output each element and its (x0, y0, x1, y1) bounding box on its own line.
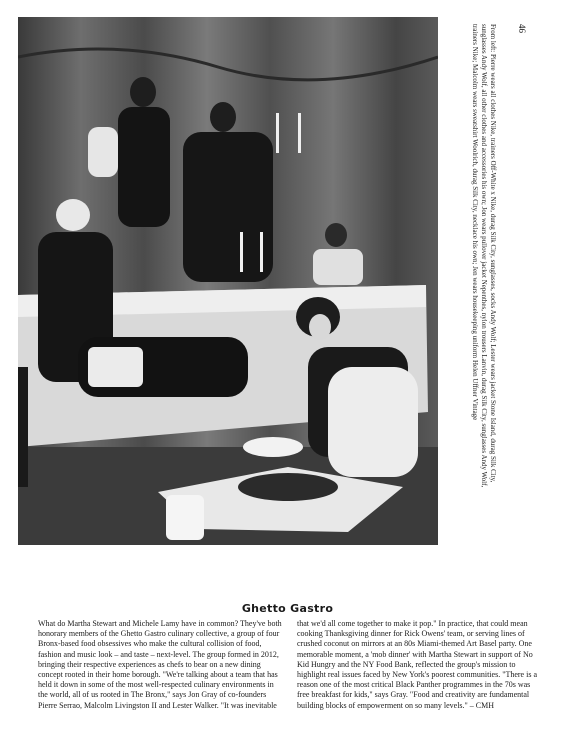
photo-illustration (18, 17, 438, 545)
group-portrait-photo (18, 17, 438, 545)
photo-caption: From left: Pierre wears all clothes Nike, trainers Off-White x Nike, durag Silk City, sunglasses, socks Andy Wolf; Lester wears jacket Stone Island, durag Silk City, sunglasses Andy Wolf, all other clothes and accessories his own; Jon wears pullover jacket Nepenthes, nylon trousers Lanvin, durag Silk City, sunglasses Andy Wolf, trainers Nike; Malcolm wears sweatshirt Woolrich, durag Silk City, necklace his own; Jen wears housekeeping uniform Helen Uffner Vintage (471, 24, 497, 488)
article-body: What do Martha Stewart and Michele Lamy have in common? They've both honorary members of the Ghetto Gastro culinary collective, a group of four Bronx-based food obsessives who make the cultural collision of food, fashion and music look – and taste – next-level. The group formed in 2012, bringing their respective experiences as chefs to bear on a new dining concept rooted in their home borough. "We're talking about a team that has held it down in some of the most well-respected culinary environments in the world, all of us rooted in The Bronx," says Jon Gray of co-founders Pierre Serrao, Malcolm Livingston II and Lester Walker. "It was inevitable that we'd all come together to make it pop." In practice, that could mean cooking Thanksgiving dinner for Rick Owens' team, or serving lines of crushed coconut on mirrors at an 80s Miami-themed Art Basel party. One memorable moment, a 'mob dinner' with Martha Stewart in support of No Kid Hungry and the NY Food Bank, reflected the group's mission to highlight real issues faced by New York's poorest communities. "There is a reason one of the most critical Black Panther programmes in the 70s was free breakfast for kids," says Gray. "Food and creativity are fundamental building blocks of empowerment on so many levels." – CMH (38, 619, 537, 710)
article-title: Ghetto Gastro (241, 602, 334, 615)
page-number: 46 (517, 24, 527, 33)
